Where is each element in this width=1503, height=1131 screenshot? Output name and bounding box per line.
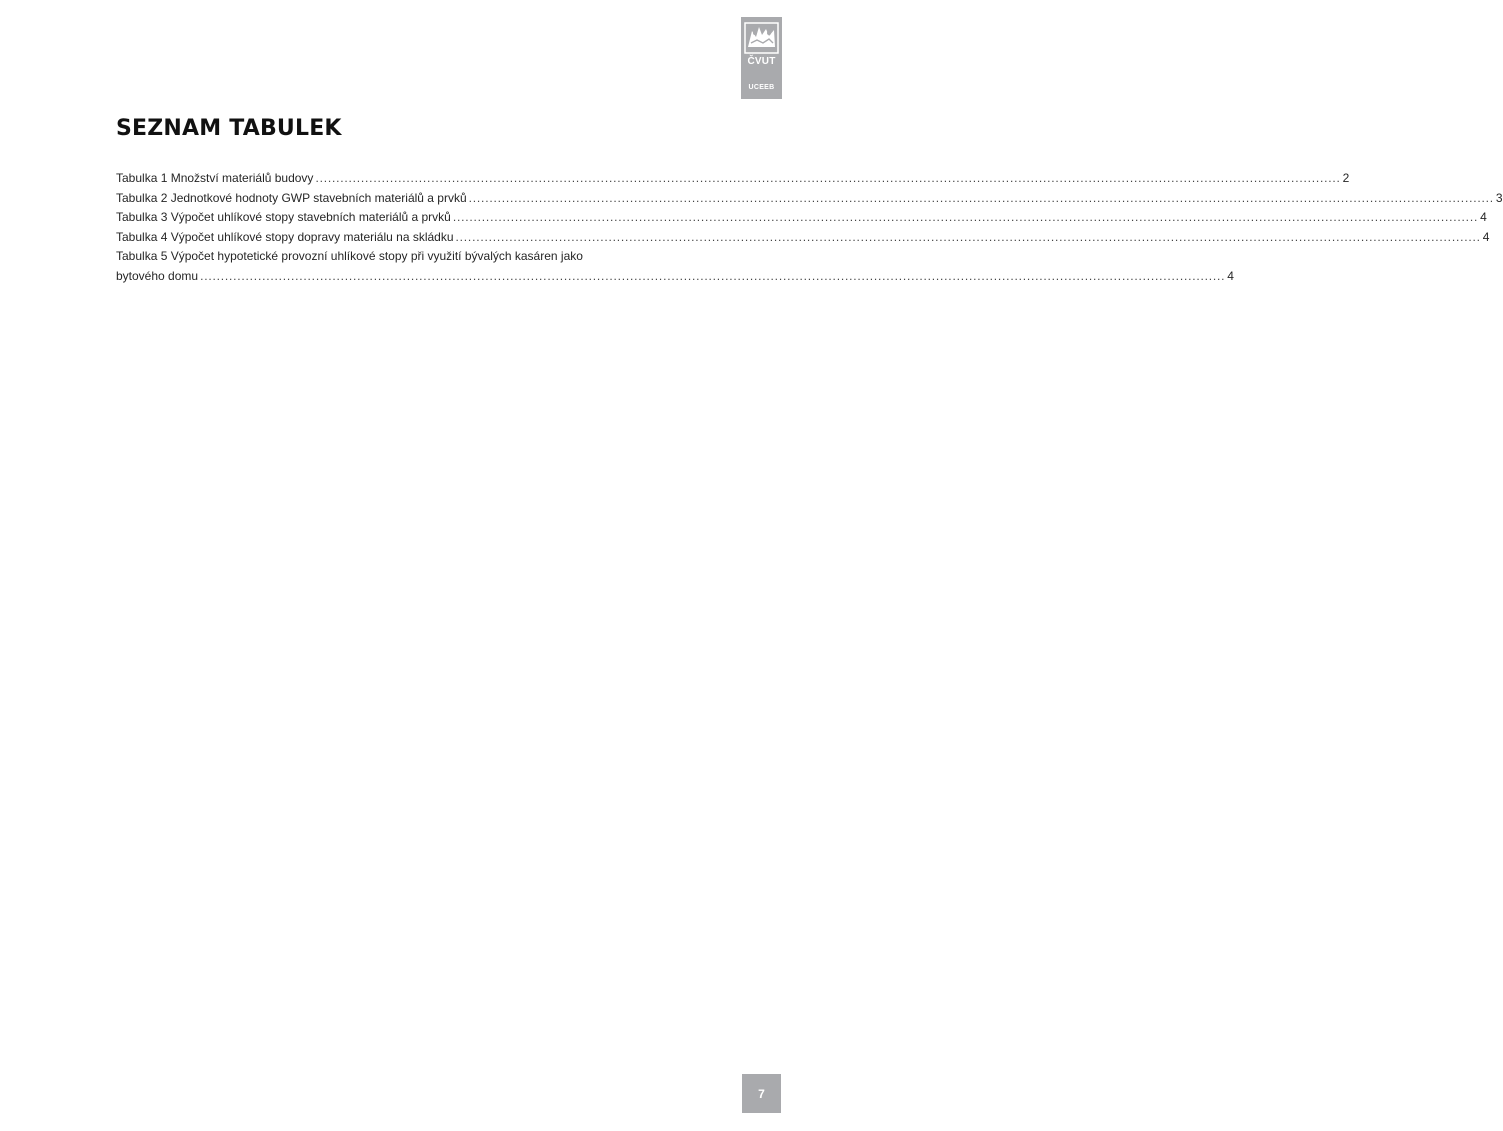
toc-entry-label-line1: Tabulka 5 Výpočet hypotetické provozní uhlíkové stopy při využití bývalých kasáren jako [116, 249, 583, 263]
toc-entry-label: Tabulka 1 Množství materiálů budovy [116, 171, 314, 185]
toc-entry-page: 4 [1482, 229, 1490, 244]
toc-leader-dots: ........................................................................................................................................................................................................................................................ [452, 210, 1479, 224]
toc-entry-page: 4 [1227, 268, 1234, 283]
page-title: SEZNAM TABULEK [116, 116, 342, 141]
logo-subtitle: UCEEB [748, 84, 775, 91]
logo-name: ČVUT [747, 56, 776, 67]
page-number: 7 [742, 1074, 781, 1113]
cvut-lion-emblem-icon [743, 21, 780, 55]
toc-entry-3[interactable] [116, 208, 1487, 228]
toc-leader-dots: ........................................................................................................................................................................................................................................................ [315, 171, 1341, 185]
toc-entry-row2 [116, 267, 1234, 287]
table-of-tables [116, 169, 1503, 286]
toc-entry-page: 2 [1342, 171, 1350, 185]
toc-entry-label-line2: bytového domu [116, 268, 199, 283]
toc-leader-dots: ........................................................................................................................................................................................................................................................ [468, 190, 1494, 205]
toc-entry-label: Tabulka 2 Jednotkové hodnoty GWP stavebních materiálů a prvků [116, 190, 467, 205]
toc-entry-label: Tabulka 4 Výpočet uhlíkové stopy dopravy materiálu na skládku [116, 229, 454, 244]
toc-leader-dots: ........................................................................................................................................................................................................................................................ [200, 268, 1226, 283]
toc-entry-label: Tabulka 3 Výpočet uhlíkové stopy stavebních materiálů a prvků [116, 210, 451, 224]
toc-entry-page: 3 [1495, 190, 1503, 205]
toc-entry-5[interactable] [116, 247, 1234, 286]
toc-leader-dots: ........................................................................................................................................................................................................................................................ [455, 229, 1481, 244]
toc-entry-4[interactable] [116, 228, 1490, 248]
toc-entry-1[interactable] [116, 169, 1350, 189]
toc-entry-2[interactable] [116, 189, 1503, 209]
toc-entry-page: 4 [1480, 210, 1487, 224]
cvut-uceeb-logo [741, 17, 782, 99]
